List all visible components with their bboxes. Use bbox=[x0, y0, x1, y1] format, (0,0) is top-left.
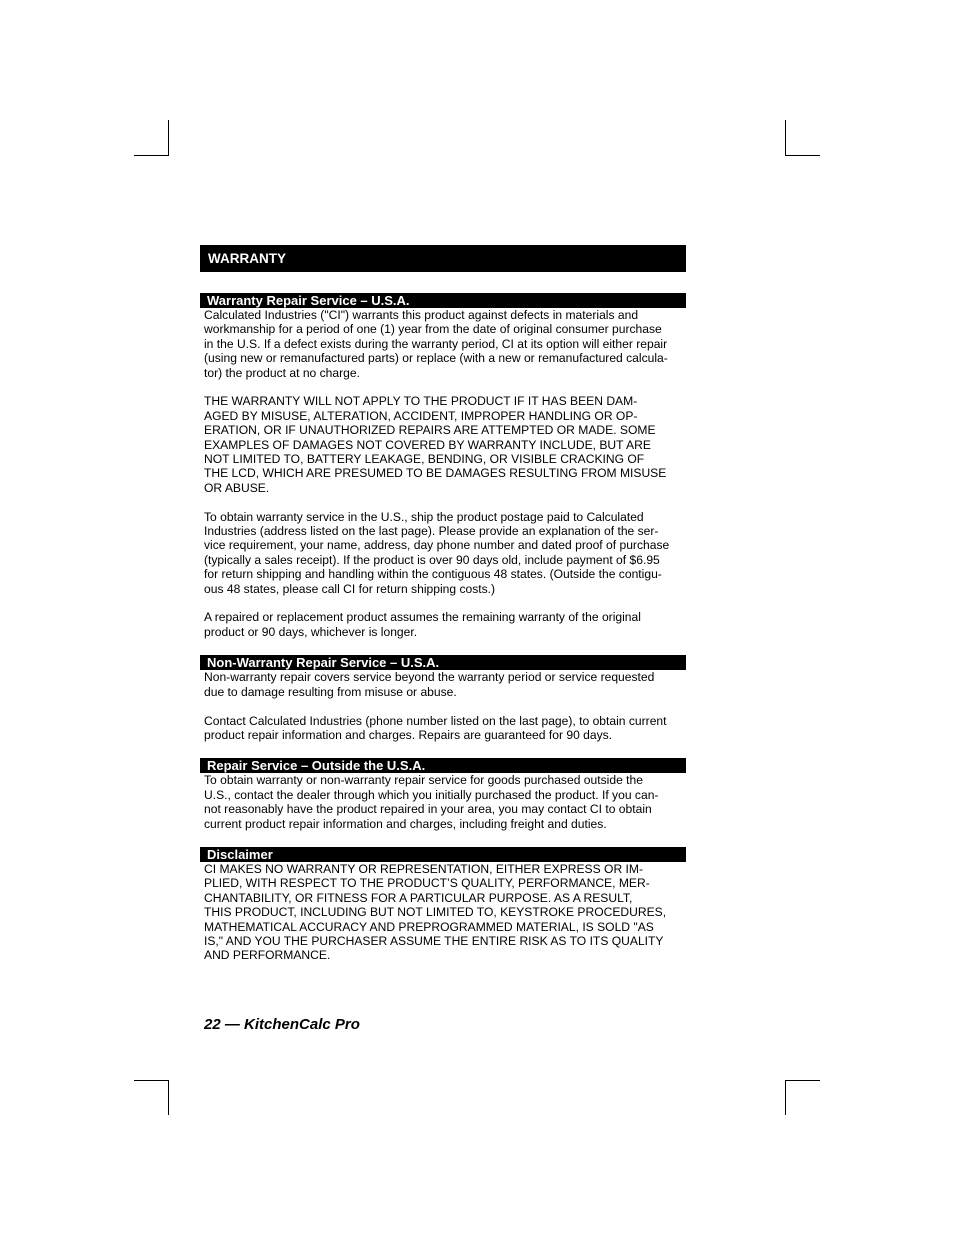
paragraph bbox=[204, 610, 686, 639]
text-line: OR ABUSE. bbox=[204, 480, 270, 495]
text-line: NOT LIMITED TO, BATTERY LEAKAGE, BENDING, OR VISIBLE CRACKING OF bbox=[204, 452, 645, 467]
text-line: MATHEMATICAL ACCURACY AND PREPROGRAMMED MATERIAL, IS SOLD "AS bbox=[204, 919, 654, 934]
paragraph bbox=[204, 670, 686, 699]
page-title: WARRANTY bbox=[200, 245, 686, 272]
crop-mark-top-right-vertical bbox=[785, 120, 786, 155]
text-line: Calculated Industries ("CI") warrants this product against defects in materials and bbox=[204, 308, 639, 322]
page-content bbox=[200, 245, 686, 963]
text-line: To obtain warranty service in the U.S., ship the product postage paid to Calculated bbox=[204, 509, 644, 524]
text-line: ous 48 states, please call CI for return shipping costs.) bbox=[204, 581, 496, 596]
text-line: A repaired or replacement product assumes the remaining warranty of the original bbox=[204, 610, 641, 625]
text-line: THIS PRODUCT, INCLUDING BUT NOT LIMITED TO, KEYSTROKE PROCEDURES, bbox=[204, 905, 667, 920]
text-line: IS," AND YOU THE PURCHASER ASSUME THE ENTIRE RISK AS TO ITS QUALITY bbox=[204, 933, 664, 948]
text-line: vice requirement, your name, address, day phone number and dated proof of purchase bbox=[204, 538, 670, 553]
section-heading-disclaimer: Disclaimer bbox=[200, 847, 686, 862]
text-line: due to damage resulting from misuse or abuse. bbox=[204, 684, 457, 699]
text-line: product or 90 days, whichever is longer. bbox=[204, 624, 418, 639]
text-line: THE LCD, WHICH ARE PRESUMED TO BE DAMAGES RESULTING FROM MISUSE bbox=[204, 466, 667, 481]
section-heading-repair-outside-usa: Repair Service – Outside the U.S.A. bbox=[200, 758, 686, 773]
text-line: workmanship for a period of one (1) year from the date of original consumer purchase bbox=[204, 322, 662, 337]
text-line: U.S., contact the dealer through which you initially purchased the product. If you can- bbox=[204, 787, 659, 802]
crop-mark-bottom-right-horizontal bbox=[785, 1080, 820, 1081]
text-line: ERATION, OR IF UNAUTHORIZED REPAIRS ARE ATTEMPTED OR MADE. SOME bbox=[204, 423, 656, 438]
paragraph bbox=[204, 714, 686, 743]
text-line: Non-warranty repair covers service beyond the warranty period or service requested bbox=[204, 670, 655, 685]
crop-mark-top-left-horizontal bbox=[134, 155, 169, 156]
crop-mark-top-right-horizontal bbox=[785, 155, 820, 156]
text-line: not reasonably have the product repaired in your area, you may contact CI to obtain bbox=[204, 802, 652, 817]
text-line: (using new or remanufactured parts) or replace (with a new or remanufactured calcula- bbox=[204, 351, 668, 366]
paragraph bbox=[204, 510, 686, 596]
text-line: in the U.S. If a defect exists during the warranty period, CI at its option will either repair bbox=[204, 336, 668, 351]
paragraph bbox=[204, 862, 686, 963]
crop-mark-bottom-left-vertical bbox=[168, 1080, 169, 1115]
crop-mark-bottom-left-horizontal bbox=[134, 1080, 169, 1081]
text-line: for return shipping and handling within the contiguous 48 states. (Outside the contigu- bbox=[204, 567, 662, 582]
crop-mark-top-left-vertical bbox=[168, 120, 169, 155]
text-line: CI MAKES NO WARRANTY OR REPRESENTATION, EITHER EXPRESS OR IM- bbox=[204, 861, 644, 876]
text-line: CHANTABILITY, OR FITNESS FOR A PARTICULAR PURPOSE. AS A RESULT, bbox=[204, 890, 633, 905]
paragraph bbox=[204, 394, 686, 495]
text-line: THE WARRANTY WILL NOT APPLY TO THE PRODUCT IF IT HAS BEEN DAM- bbox=[204, 394, 638, 409]
crop-mark-bottom-right-vertical bbox=[785, 1080, 786, 1115]
page-footer: 22 — KitchenCalc Pro bbox=[204, 1016, 360, 1033]
text-line: PLIED, WITH RESPECT TO THE PRODUCT’S QUALITY, PERFORMANCE, MER- bbox=[204, 876, 650, 891]
text-line: AGED BY MISUSE, ALTERATION, ACCIDENT, IMPROPER HANDLING OR OP- bbox=[204, 408, 638, 423]
text-line: To obtain warranty or non-warranty repair service for goods purchased outside the bbox=[204, 773, 643, 788]
text-line: Industries (address listed on the last page). Please provide an explanation of the ser- bbox=[204, 524, 659, 539]
paragraph bbox=[204, 308, 686, 380]
section-heading-warranty-repair-usa: Warranty Repair Service – U.S.A. bbox=[200, 293, 686, 308]
text-line: tor) the product at no charge. bbox=[204, 365, 360, 380]
text-line: AND PERFORMANCE. bbox=[204, 948, 331, 963]
text-line: Contact Calculated Industries (phone number listed on the last page), to obtain current bbox=[204, 713, 667, 728]
text-line: product repair information and charges. Repairs are guaranteed for 90 days. bbox=[204, 727, 613, 742]
text-line: (typically a sales receipt). If the product is over 90 days old, include payment of $6.95 bbox=[204, 552, 660, 567]
text-line: EXAMPLES OF DAMAGES NOT COVERED BY WARRANTY INCLUDE, BUT ARE bbox=[204, 437, 651, 452]
section-heading-non-warranty-repair-usa: Non-Warranty Repair Service – U.S.A. bbox=[200, 655, 686, 670]
text-line: current product repair information and charges, including freight and duties. bbox=[204, 816, 607, 831]
paragraph bbox=[204, 773, 686, 831]
